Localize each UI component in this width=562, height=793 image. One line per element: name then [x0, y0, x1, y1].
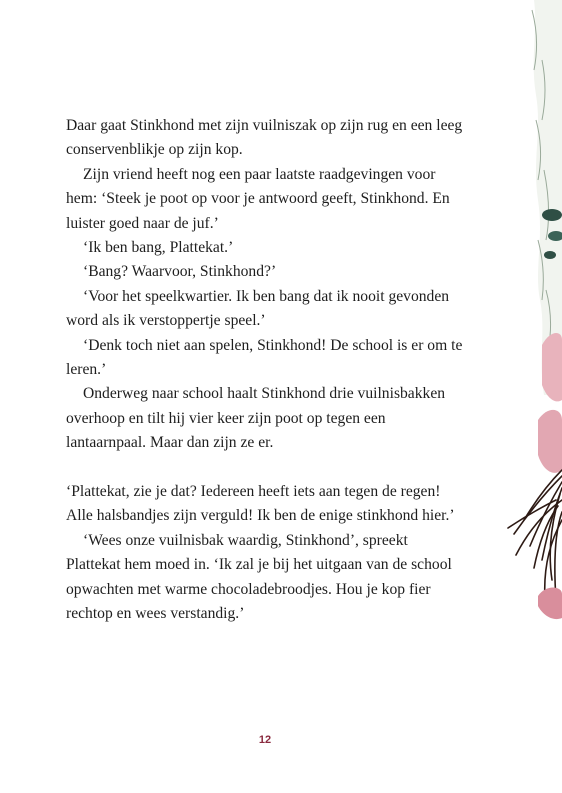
paragraph: ‘Wees onze vuilnisbak waardig, Stinkhond’, spreekt Plattekat hem moed in. ‘Ik zal je bij het uitgaan van de school opwachten met warme chocoladebroodjes. Hou je kop fier rechtop en wees verstandig.’	[66, 531, 452, 623]
section-break	[66, 456, 466, 480]
paragraph: Onderweg naar school haalt Stinkhond drie vuilnisbakken overhoop en tilt hij vier keer zijn poot op tegen een lantaarnpaal. Maar dan zijn ze er.	[66, 385, 446, 452]
paragraph: ‘Voor het speelkwartier. Ik ben bang dat ik nooit gevonden word als ik verstoppertje speel.’	[66, 287, 450, 330]
story-text	[66, 114, 466, 627]
paragraph: Zijn vriend heeft nog een paar laatste raadgevingen voor hem: ‘Steek je poot op voor je antwoord geeft, Stinkhond. En luister goed naar de juf.’	[66, 165, 450, 232]
illustration-edge	[472, 0, 562, 793]
paragraph: ‘Ik ben bang, Plattekat.’	[83, 239, 234, 257]
page-number: 12	[258, 734, 272, 746]
pink-figure	[538, 333, 562, 473]
paragraph: Daar gaat Stinkhond met zijn vuilniszak op zijn rug en een leeg conservenblikje op zijn kop.	[66, 117, 463, 159]
pink-shoe	[538, 588, 562, 620]
paragraph: ‘Bang? Waarvoor, Stinkhond?’	[83, 263, 277, 281]
paragraph: ‘Plattekat, zie je dat? Iedereen heeft iets aan tegen de regen! Alle halsbandjes zijn verguld! Ik ben de enige stinkhond hier.’	[66, 483, 455, 525]
paragraph: ‘Denk toch niet aan spelen, Stinkhond! De school is er om te leren.’	[66, 336, 463, 379]
